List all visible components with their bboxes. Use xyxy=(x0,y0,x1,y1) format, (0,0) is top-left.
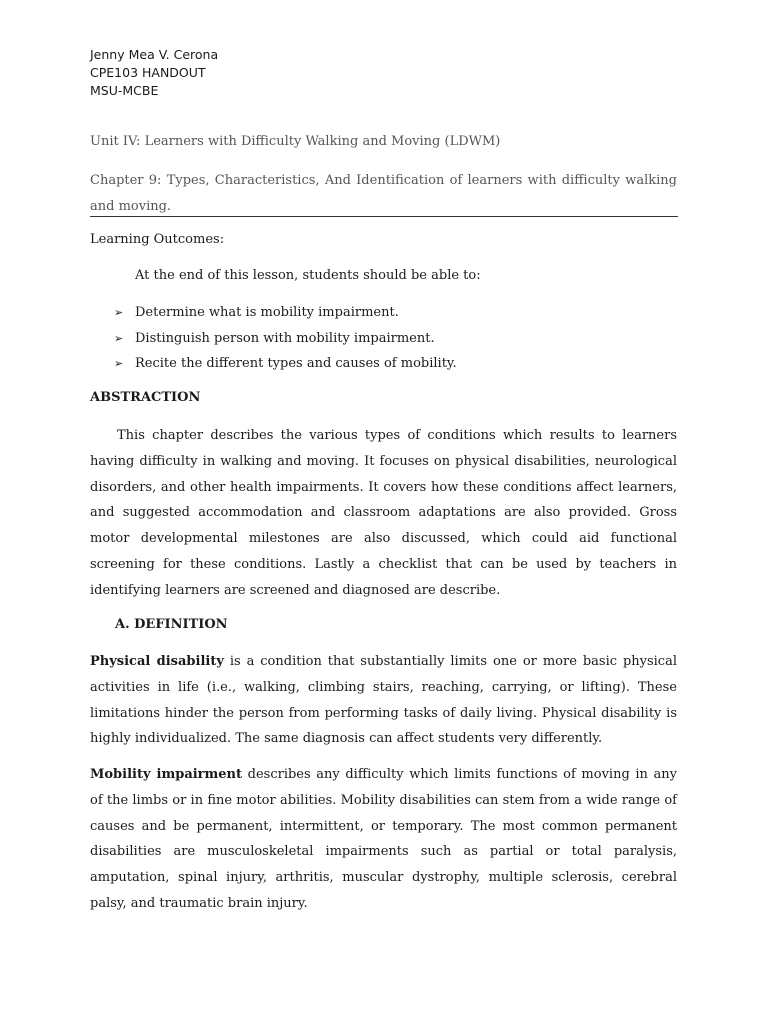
outcome-text: Determine what is mobility impairment. xyxy=(135,305,399,320)
arrowhead-bullet-icon: ➢ xyxy=(114,357,124,370)
author-name: Jenny Mea V. Cerona xyxy=(90,47,219,62)
arrowhead-bullet-icon: ➢ xyxy=(114,306,124,319)
mobility-impairment-paragraph xyxy=(90,762,677,917)
mobility-impairment-term: Mobility impairment xyxy=(90,767,243,782)
institution-name: MSU-MCBE xyxy=(90,83,159,98)
learning-outcomes-title: Learning Outcomes: xyxy=(90,232,225,247)
physical-disability-text: is a condition that substantially limits one or more basic physical activities in life (i.e., walking, climbing stairs, reaching, carrying, or lifting). These limitations hinder the person from performing tasks of daily living. Physical disability is highly individualized. The same diagnosis can affect students very differently. xyxy=(90,654,677,747)
abstraction-paragraph: This chapter describes the various types of conditions which results to learners having difficulty in walking and moving. It focuses on physical disabilities, neurological disorders, and other health impairments. It covers how these conditions affect learners, and suggested accommodation and classroom adaptations are also provided. Gross motor developmental milestones are also discussed, which could aid functional screening for these conditions. Lastly a checklist that can be used by teachers in identifying learners are screened and diagnosed are describe. xyxy=(90,428,677,598)
course-code: CPE103 HANDOUT xyxy=(90,65,206,80)
list-item xyxy=(90,330,457,356)
list-item xyxy=(90,304,457,330)
unit-title: Unit IV: Learners with Difficulty Walking and Moving (LDWM) xyxy=(90,134,501,149)
physical-disability-paragraph xyxy=(90,649,677,752)
learning-outcomes-list xyxy=(90,304,457,381)
title-divider xyxy=(90,216,678,217)
document-header xyxy=(90,46,218,100)
learning-outcomes-intro: At the end of this lesson, students should be able to: xyxy=(135,268,481,283)
physical-disability-term: Physical disability xyxy=(90,654,224,669)
outcome-text: Recite the different types and causes of mobility. xyxy=(135,356,457,371)
definition-heading: A. DEFINITION xyxy=(115,617,228,632)
outcome-text: Distinguish person with mobility impairment. xyxy=(135,330,435,346)
mobility-impairment-text: describes any difficulty which limits functions of moving in any of the limbs or in fine motor abilities. Mobility disabilities can stem from a wide range of causes and be permanent, intermittent, or temporary. The most common permanent disabilities are musculoskeletal impairments such as partial or total paralysis, amputation, spinal injury, arthritis, muscular dystrophy, multiple sclerosis, cerebral palsy, and traumatic brain injury. xyxy=(90,767,677,911)
arrowhead-bullet-icon: ➢ xyxy=(114,331,124,345)
chapter-title: Chapter 9: Types, Characteristics, And Identification of learners with difficulty walking and moving. xyxy=(90,173,677,214)
abstraction-heading: ABSTRACTION xyxy=(90,390,201,405)
list-item xyxy=(90,355,457,381)
